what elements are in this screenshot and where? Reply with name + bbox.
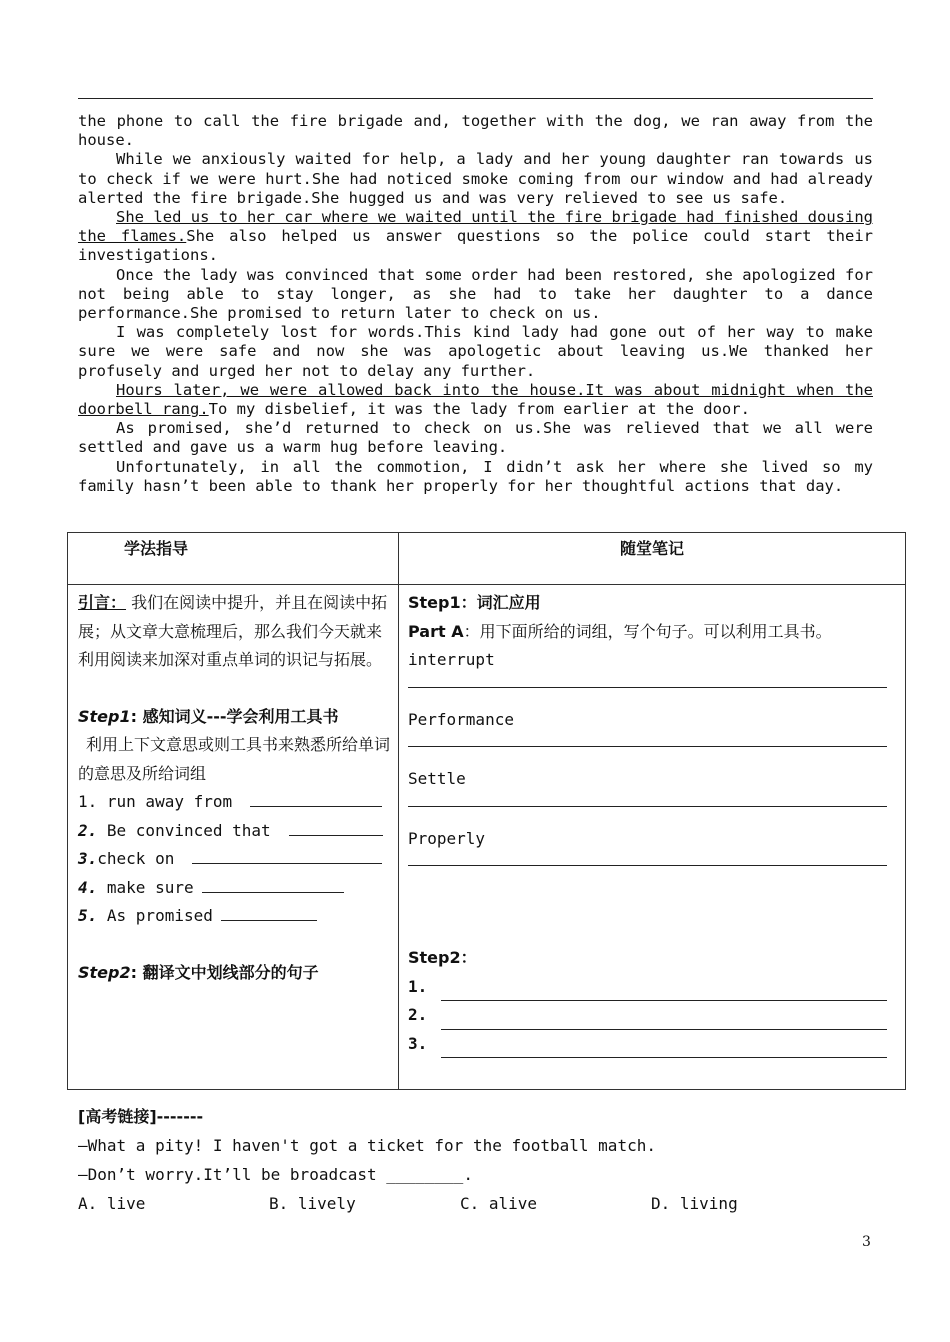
dialogue-text: .	[463, 1165, 473, 1184]
intro-label: 引言：	[78, 593, 127, 612]
answer-number: 1.	[408, 976, 428, 996]
phrase-answer-blank[interactable]	[221, 904, 317, 921]
part-a-instruction	[408, 618, 887, 647]
passage-paragraph	[78, 381, 873, 419]
translation-answer-row	[408, 973, 887, 1002]
sentence-answer-line[interactable]	[408, 853, 887, 866]
translation-answer-row	[408, 1030, 887, 1059]
phrase-number: 2.	[78, 820, 98, 840]
phrase-answer-blank[interactable]	[250, 790, 382, 807]
dialogue-line-1: —What a pity! I haven't got a ticket for the football match.	[78, 1136, 656, 1155]
study-guide-table	[67, 532, 906, 1090]
spacer	[78, 931, 390, 959]
step1-heading	[78, 703, 390, 732]
sentence-answer-line[interactable]	[408, 794, 887, 807]
option-d[interactable]: D. living	[651, 1194, 738, 1213]
phrase-item	[78, 845, 390, 874]
right-column-header: 随堂笔记	[399, 533, 906, 585]
phrase-text: Be convinced that	[97, 820, 271, 840]
passage-paragraph: While we anxiously waited for help, a lady and her young daughter ran towards us to check if we were hurt.She had noticed smoke coming from our window and had already alerted the fire brigade.She hugged us and was very relieved to see us safe.	[78, 150, 873, 207]
step1-description: 利用上下文意思或则工具书来熟悉所给单词的意思及所给词组	[78, 735, 391, 783]
option-a[interactable]: A. live	[78, 1194, 146, 1213]
sentence-answer-line[interactable]	[408, 734, 887, 747]
phrase-text: check on	[97, 849, 175, 868]
notes-step2-heading: Step2：	[408, 948, 477, 967]
question-blank: ________	[386, 1165, 464, 1184]
intro-text: 我们在阅读中提升，并且在阅读中拓展；从文章大意梳理后，那么我们今天就来利用阅读来加深对重点单词的识记与拓展。	[78, 593, 388, 669]
phrase-text: make sure	[97, 877, 194, 897]
translation-answer-line[interactable]	[441, 1009, 887, 1030]
passage-paragraph	[78, 208, 873, 266]
sentence-answer-line[interactable]	[408, 675, 887, 688]
passage-paragraph: I was completely lost for words.This kind lady had gone out of her way to make sure we were safe and now she was apologetic about leaving us.We thanked her profusely and urged her not to delay any further.	[78, 323, 873, 380]
passage-paragraph: Once the lady was convinced that some order had been restored, she apologized for not being able to stay longer, as she had to take her daughter to a dance performance.She promised to return later to check on us.	[78, 265, 873, 323]
phrase-text: As promised	[97, 906, 213, 925]
notes-step1-heading: Step1：词汇应用	[408, 593, 541, 612]
phrase-answer-blank[interactable]	[202, 876, 344, 893]
underlined-sentence-2: Hours later, we were allowed back into the house.It was about midnight when the doorbell rang.	[78, 380, 873, 419]
translation-answer-line[interactable]	[441, 980, 887, 1001]
vocab-word: Performance	[408, 709, 514, 729]
phrase-item	[78, 874, 390, 903]
phrase-number: 4.	[78, 877, 98, 897]
vocab-word: Properly	[408, 828, 486, 848]
phrase-number: 3.	[78, 849, 98, 868]
underlined-sentence-1: She led us to her car where we waited until the fire brigade had finished dousing the flames.	[78, 208, 873, 246]
intro-paragraph	[78, 589, 390, 675]
answer-number: 2.	[408, 1005, 428, 1024]
vocab-word: interrupt	[408, 650, 495, 669]
vocab-word: Settle	[408, 769, 466, 788]
answer-number: 3.	[408, 1033, 428, 1053]
dialogue-line-2	[78, 1160, 878, 1189]
dialogue-text: —Don’t worry.It’ll be broadcast	[78, 1165, 387, 1184]
step2-heading	[78, 959, 390, 988]
gaokao-label: [高考链接]-------	[78, 1107, 204, 1126]
translation-answer-line[interactable]	[441, 1037, 887, 1058]
passage-paragraph: the phone to call the fire brigade and, together with the dog, we ran away from the house.	[78, 112, 873, 150]
option-b[interactable]: B. lively	[269, 1194, 356, 1213]
class-notes-column	[399, 585, 906, 1090]
phrase-item	[78, 817, 390, 846]
gaokao-link-section	[78, 1102, 878, 1218]
phrase-number: 5.	[78, 906, 98, 925]
part-a-label: Part A	[408, 621, 464, 641]
passage-paragraph: As promised, she’d returned to check on us.She was relieved that we all were settled and gave us a warm hug before leaving.	[78, 419, 873, 457]
translation-answer-row	[408, 1001, 887, 1030]
phrase-text: run away from	[97, 792, 233, 811]
passage-paragraph: Unfortunately, in all the commotion, I didn’t ask her where she lived so my family hasn’t been able to thank her properly for her thoughtful actions that day.	[78, 457, 873, 495]
left-column-header: 学法指导	[68, 533, 399, 585]
phrase-item	[78, 902, 390, 931]
step2-title: : 翻译文中划线部分的句子	[130, 962, 319, 982]
page-number: 3	[862, 1234, 871, 1250]
reading-passage	[78, 112, 873, 496]
passage-text: To my disbelief, it was the lady from earlier at the door.	[208, 400, 750, 419]
top-rule	[78, 98, 873, 99]
phrase-answer-blank[interactable]	[289, 819, 383, 836]
option-c[interactable]: C. alive	[460, 1194, 538, 1213]
answer-options	[78, 1189, 878, 1218]
part-a-text: ：用下面所给的词组，写个句子。可以利用工具书。	[463, 621, 832, 641]
passage-text: She also helped us answer questions so the police could start their investigations.	[78, 227, 873, 265]
study-method-column	[68, 585, 399, 1090]
spacer	[78, 675, 390, 703]
phrase-answer-blank[interactable]	[192, 847, 382, 864]
step1-label: Step1	[78, 706, 131, 726]
step1-title: : 感知词义---学会利用工具书	[130, 706, 339, 726]
phrase-number: 1.	[78, 792, 98, 811]
step2-label: Step2	[78, 962, 131, 982]
phrase-item	[78, 788, 390, 817]
